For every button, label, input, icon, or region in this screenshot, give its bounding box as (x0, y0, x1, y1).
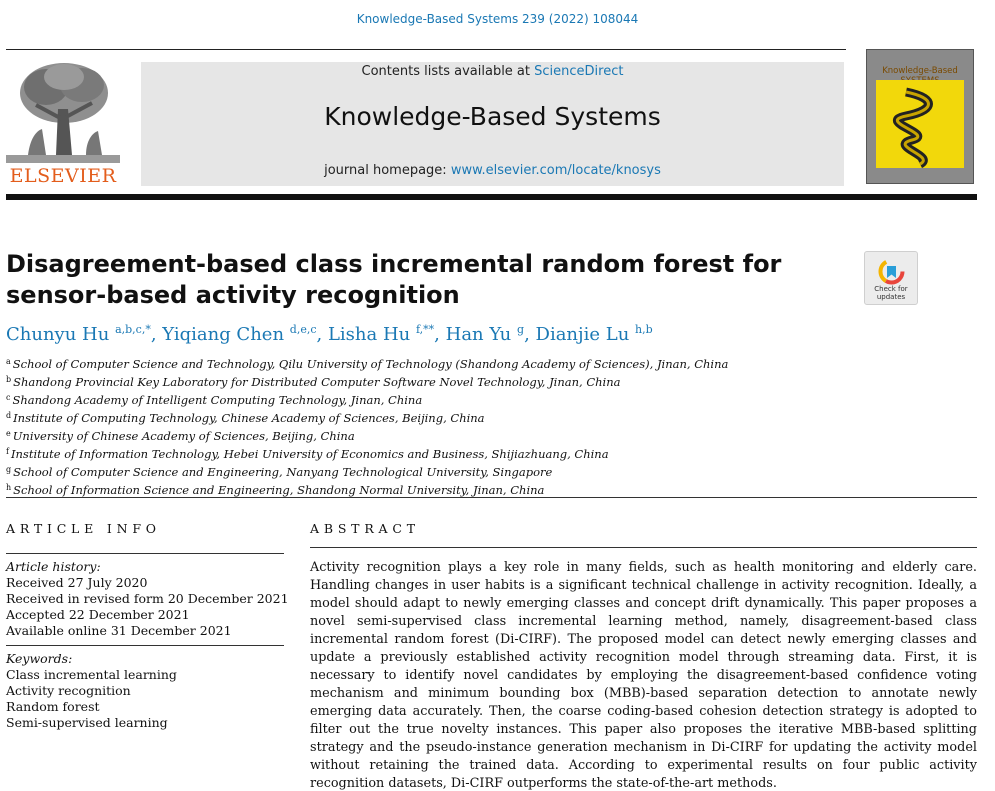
journal-name: Knowledge-Based Systems (324, 102, 661, 131)
check-for-updates-badge[interactable] (864, 251, 918, 305)
journal-cover-thumbnail[interactable] (866, 49, 974, 184)
keywords-block (6, 651, 284, 731)
affiliation-key: d (6, 411, 12, 420)
homepage-prefix: journal homepage: (324, 163, 451, 178)
author-affiliation-marker[interactable]: h,b (635, 323, 653, 336)
affiliation-text: Shandong Academy of Intelligent Computing Technology, Jinan, China (12, 393, 423, 407)
elsevier-wordmark: ELSEVIER (9, 165, 117, 187)
article-history (6, 559, 289, 639)
journal-masthead (141, 62, 844, 186)
keyword-item: Random forest (6, 699, 100, 714)
affiliation-item (6, 372, 866, 390)
author-separator: , (150, 324, 163, 345)
history-revised: Received in revised form 20 December 2021 (6, 591, 289, 606)
affiliation-key: f (6, 447, 9, 456)
author-link[interactable]: Dianjie Lu (535, 324, 630, 345)
header-rule (6, 49, 846, 50)
contents-line (141, 64, 844, 79)
history-received: Received 27 July 2020 (6, 575, 148, 590)
author-affiliation-marker[interactable]: g (517, 323, 525, 336)
author-link[interactable]: Chunyu Hu (6, 324, 110, 345)
affiliation-item (6, 426, 866, 444)
article-history-label: Article history: (6, 559, 101, 574)
author-affiliation-marker[interactable]: d,e,c (289, 323, 317, 336)
check-for-updates-icon (878, 258, 905, 285)
affiliation-key: e (6, 429, 11, 438)
badge-label (865, 285, 917, 301)
affiliation-text: Institute of Computing Technology, Chinese Academy of Sciences, Beijing, China (13, 411, 485, 425)
cover-title: Knowledge-Based (882, 66, 958, 76)
affiliation-item (6, 462, 866, 480)
elsevier-tree-icon (6, 59, 120, 163)
keyword-item: Semi-supervised learning (6, 715, 168, 730)
sciencedirect-link[interactable]: ScienceDirect (534, 64, 624, 79)
affiliation-text: Shandong Provincial Key Laboratory for Distributed Computer Software Novel Technology, Jinan, China (13, 375, 621, 389)
author-affiliation-marker[interactable]: a,b,c,* (115, 323, 151, 336)
affiliation-key: h (6, 483, 12, 492)
affiliation-key: b (6, 375, 12, 384)
affiliation-key: a (6, 357, 11, 366)
abstract-text: Activity recognition plays a key role in many fields, such as health monitoring and elderly care. Handling changes in user habits is a significant technical challenge in activity recognition. Ideally, a model should adapt to newly emerging classes and concept drift dynamically. This paper proposes a novel semi-supervised class incremental learning method, namely, disagreement-based class incremental random forest (Di-CIRF). The proposed model can detect newly emerging classes and update a previously established activity recognition model through streaming data. First, it is necessary to identify novel candidates by employing the disagreement-based confidence voting mechanism and minimum bounding box (MBB)-based separation detection to annotate newly emerging data accurately. Then, the coarse coding-based cohesion detection strategy is adopted to filter out the true novelty instances. This paper also proposes the iterative MBB-based splitting strategy and the pseudo-instance generation mechanism in Di-CIRF for updating the activity model without retaining the trained data. According to experimental results on four public activity recognition datasets, Di-CIRF outperforms the state-of-the-art methods. (310, 560, 977, 791)
badge-line-2: updates (876, 293, 906, 301)
affiliation-text: School of Computer Science and Engineering, Nanyang Technological University, Singapore (13, 465, 553, 479)
abstract-rule (310, 547, 977, 548)
author-list (6, 323, 866, 345)
article-title: Disagreement-based class incremental random forest for sensor-based activity recognition (6, 250, 782, 309)
cover-artwork (876, 80, 964, 168)
affiliation-text: School of Information Science and Engineering, Shandong Normal University, Jinan, China (13, 483, 545, 497)
article-info-heading: ARTICLE INFO (6, 521, 161, 536)
author-link[interactable]: Lisha Hu (327, 324, 411, 345)
keywords-rule (6, 645, 284, 646)
affiliation-text: School of Computer Science and Technology, Qilu University of Technology (Shandong Academy of Sciences), Jinan, China (12, 357, 729, 371)
author-link[interactable]: Han Yu (445, 324, 512, 345)
author-separator: , (524, 324, 536, 345)
cover-helix-icon (876, 80, 964, 168)
affiliation-item (6, 390, 866, 408)
affiliation-text: Institute of Information Technology, Hebei University of Economics and Business, Shijiazhuang, China (10, 447, 609, 461)
affiliation-item (6, 354, 866, 372)
article-info-rule (6, 553, 284, 554)
history-available-online: Available online 31 December 2021 (6, 623, 232, 638)
affiliation-key: c (6, 393, 11, 402)
badge-line-1: Check for (874, 285, 908, 293)
elsevier-logo[interactable] (6, 59, 120, 187)
journal-citation[interactable]: Knowledge-Based Systems 239 (2022) 108044 (356, 12, 639, 26)
affiliation-item (6, 444, 866, 462)
affiliation-text: University of Chinese Academy of Sciences, Beijing, China (12, 429, 355, 443)
keyword-item: Activity recognition (6, 683, 131, 698)
contents-prefix: Contents lists available at (361, 64, 535, 79)
masthead-thick-rule (6, 194, 977, 200)
journal-homepage-link[interactable]: www.elsevier.com/locate/knosys (450, 163, 661, 178)
affiliation-item (6, 480, 866, 498)
affiliation-list (6, 354, 866, 498)
history-accepted: Accepted 22 December 2021 (6, 607, 190, 622)
keywords-label: Keywords: (6, 651, 73, 666)
author-separator: , (316, 324, 328, 345)
keyword-item: Class incremental learning (6, 667, 177, 682)
author-separator: , (434, 324, 446, 345)
homepage-line (141, 163, 844, 178)
author-link[interactable]: Yiqiang Chen (162, 324, 285, 345)
affiliation-item (6, 408, 866, 426)
abstract-heading: ABSTRACT (310, 521, 420, 536)
section-divider (6, 497, 977, 498)
author-affiliation-marker[interactable]: f,** (415, 323, 435, 336)
affiliation-key: g (6, 465, 12, 474)
